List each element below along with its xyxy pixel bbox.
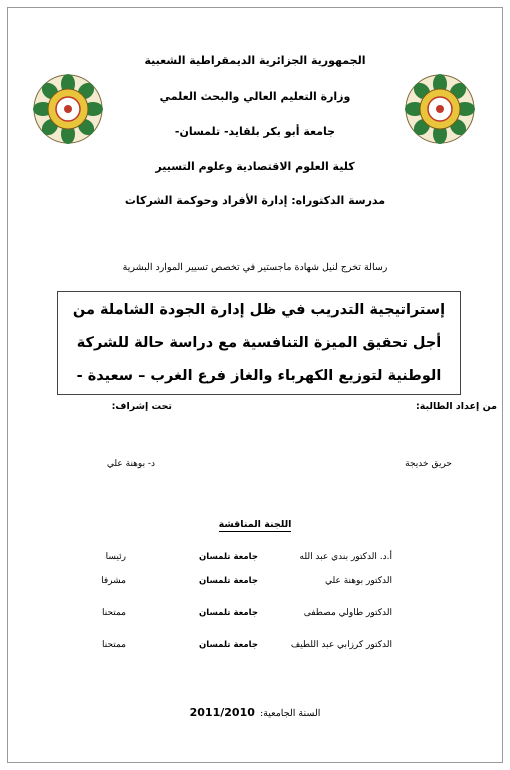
academic-year-label: السنة الجامعية:	[259, 708, 321, 719]
header-republic: الجمهورية الجزائرية الديمقراطية الشعبية	[144, 54, 366, 67]
thesis-subtitle: رسالة تخرج لنيل شهادة ماجستير في تخصص تسيير الموارد البشرية	[122, 262, 388, 273]
student-label: من إعداد الطالبة:	[415, 401, 497, 412]
academic-year-value: 2011/2010	[189, 706, 255, 719]
jury-member-name: الدكتور كرزابي عبد اللطيف	[290, 640, 392, 650]
student-name: حريق خديجة	[405, 459, 452, 469]
jury-member-university: جامعة تلمسان	[199, 552, 258, 562]
jury-member-role: رئيسا	[105, 552, 126, 562]
supervisor-label: تحت إشراف:	[111, 401, 172, 412]
thesis-title-line: أجل تحقيق الميزة التنافسية مع دراسة حالة للشركة	[76, 335, 442, 351]
jury-member-university: جامعة تلمسان	[199, 640, 258, 650]
header-faculty: كلية العلوم الاقتصادية وعلوم التسيير	[155, 160, 355, 173]
jury-member-role: مشرفا	[101, 576, 126, 586]
jury-member-role: ممتحنا	[101, 608, 126, 618]
supervisor-name: د- بوهنة علي	[106, 459, 155, 469]
header-program: مدرسة الدكتوراه: إدارة الأفراد وحوكمة الشركات	[124, 194, 386, 207]
thesis-title-line: إستراتيجية التدريب في ظل إدارة الجودة الشاملة من	[72, 302, 446, 318]
jury-member-name: أ.د. الدكتور بندي عبد الله	[299, 552, 392, 562]
jury-row	[0, 640, 510, 656]
jury-title: اللجنة المناقشة	[218, 519, 292, 530]
jury-member-role: ممتحنا	[101, 640, 126, 650]
thesis-title-line: الوطنية لتوزيع الكهرباء والغاز فرع الغرب – سعيدة -	[76, 368, 442, 384]
jury-member-university: جامعة تلمسان	[199, 576, 258, 586]
header-ministry: وزارة التعليم العالي والبحث العلمي	[159, 90, 351, 103]
jury-member-name: الدكتور طاولي مصطفى	[303, 608, 392, 618]
academic-year	[0, 701, 510, 720]
thesis-title-box	[57, 291, 461, 395]
jury-row	[0, 576, 510, 592]
jury-row	[0, 552, 510, 568]
jury-member-university: جامعة تلمسان	[199, 608, 258, 618]
jury-row	[0, 608, 510, 624]
header-university: جامعة أبو بكر بلقايد- تلمسان-	[174, 125, 336, 138]
jury-member-name: الدكتور بوهنة علي	[325, 576, 392, 586]
